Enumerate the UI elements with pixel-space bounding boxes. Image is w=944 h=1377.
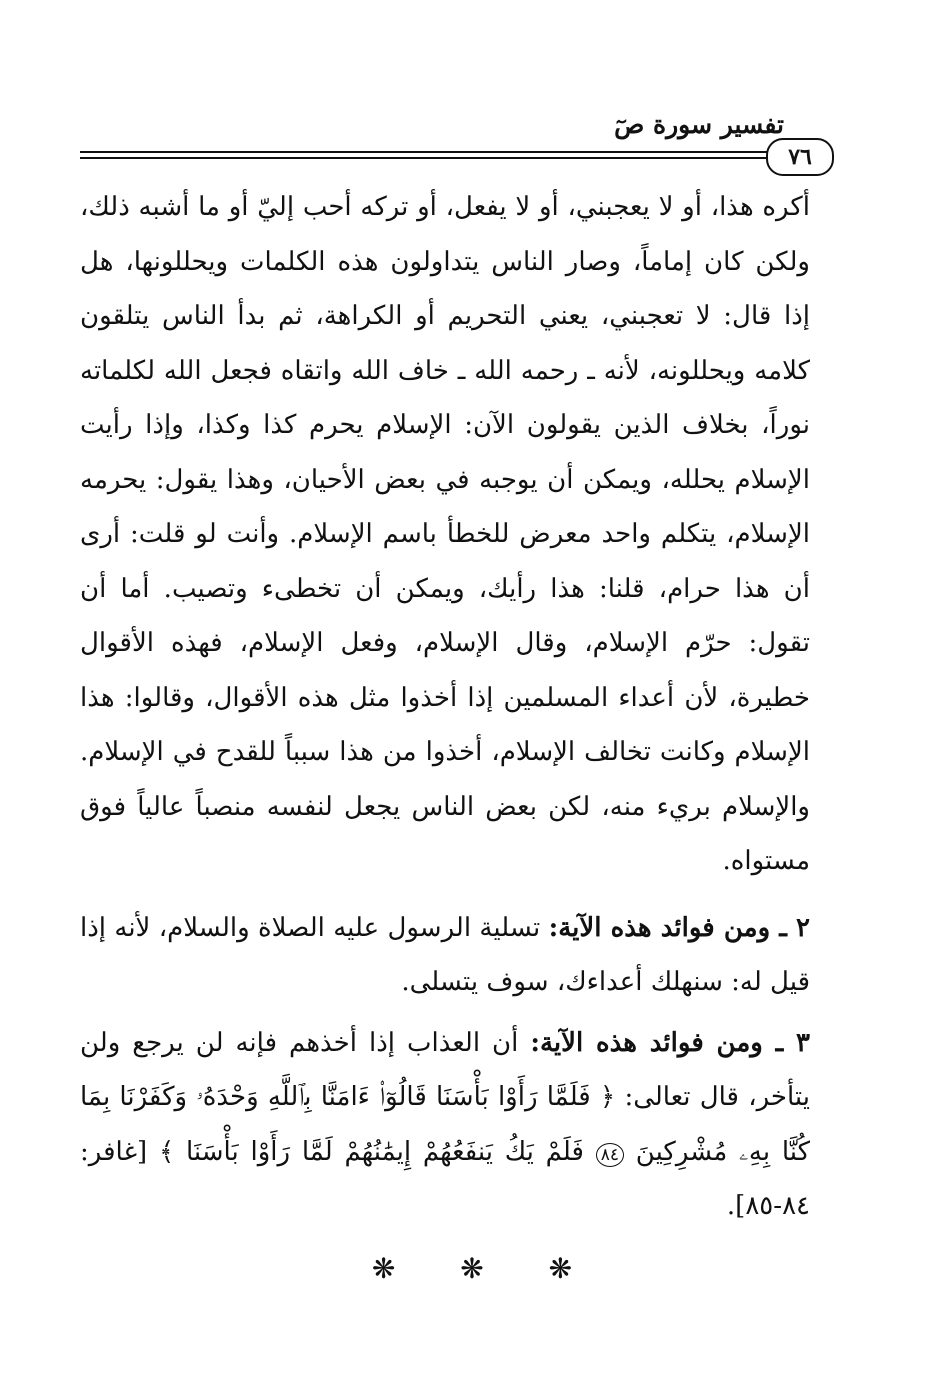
separator-star: ❋: [548, 1252, 573, 1285]
running-title: تفسير سورة صٓ: [614, 110, 784, 139]
paragraph-2: [80, 901, 810, 1010]
separator-star: ❋: [460, 1252, 484, 1285]
separator-star: ❋: [371, 1252, 396, 1285]
paragraph-1: أكره هذا، أو لا يعجبني، أو لا يفعل، أو تركه أحب إليّ أو ما أشبه ذلك، ولكن كان إماماً، وصار الناس يتداولون هذه الكلمات ويحللونها، هل إذا قال: لا تعجبني، يعني التحريم أو الكراهة، ثم بدأ الناس يتلقون كلامه ويحللونه، لأنه ـ رحمه الله ـ خاف الله واتقاه فجعل الله لكلماته نوراً، بخلاف الذين يقولون الآن: الإسلام يحرم كذا وكذا، وإذا رأيت الإسلام يحلله، ويمكن أن يوجبه في بعض الأحيان، وهذا يقول: يحرمه الإسلام، يتكلم واحد معرض للخطأ باسم الإسلام. وأنت لو قلت: أرى أن هذا حرام، قلنا: هذا رأيك، ويمكن أن تخطىء وتصيب. أما أن تقول: حرّم الإسلام، وقال الإسلام، وفعل الإسلام، فهذه الأقوال خطيرة، لأن أعداء المسلمين إذا أخذوا مثل هذه الأقوال، وقالوا: هذا الإسلام وكانت تخالف الإسلام، أخذوا من هذا سبباً للقدح في الإسلام. والإسلام بريء منه، لكن بعض الناس يجعل لنفسه منصباً عالياً فوق مستواه.: [80, 192, 810, 876]
paragraph-3: [80, 1016, 810, 1234]
paragraph-2-text: تسلية الرسول عليه الصلاة والسلام، لأنه إذا قيل له: سنهلك أعداءك، سوف يتسلى.: [80, 912, 810, 997]
verse-number-mark: ٨٤: [596, 1143, 624, 1167]
header-rule-top: [80, 151, 770, 153]
body-text: [80, 180, 810, 1234]
quran-bracket-close: ﴾: [158, 1136, 175, 1167]
header-rule-bottom: [80, 157, 770, 159]
page-number-badge: [766, 138, 834, 176]
surah-reference: [غافر: ٨٤-٨٥].: [80, 1136, 810, 1221]
paragraph-3-lead: ٣ ـ ومن فوائد هذه الآية:: [530, 1027, 810, 1058]
paragraph-2-lead: ٢ ـ ومن فوائد هذه الآية:: [548, 912, 811, 943]
paragraph-3-text: أن العذاب إذا أخذهم فإنه لن يرجع ولن يتأخر، قال تعالى:: [80, 1027, 811, 1112]
page-number: ٧٦: [788, 144, 812, 170]
section-separator: [0, 1252, 944, 1285]
quran-verse-84: فَلَمَّا رَأَوْا بَأْسَنَا قَالُوٓا۟ ءَامَنَّا بِٱللَّهِ وَحْدَهُۥ وَكَفَرْنَا بِمَا كُنَّا بِهِۦ مُشْرِكِينَ: [80, 1082, 811, 1167]
quran-verse-85: فَلَمْ يَكُ يَنفَعُهُمْ إِيمَٰنُهُمْ لَمَّا رَأَوْا بَأْسَنَا: [186, 1136, 584, 1167]
quran-bracket-open: ﴿: [599, 1082, 616, 1112]
